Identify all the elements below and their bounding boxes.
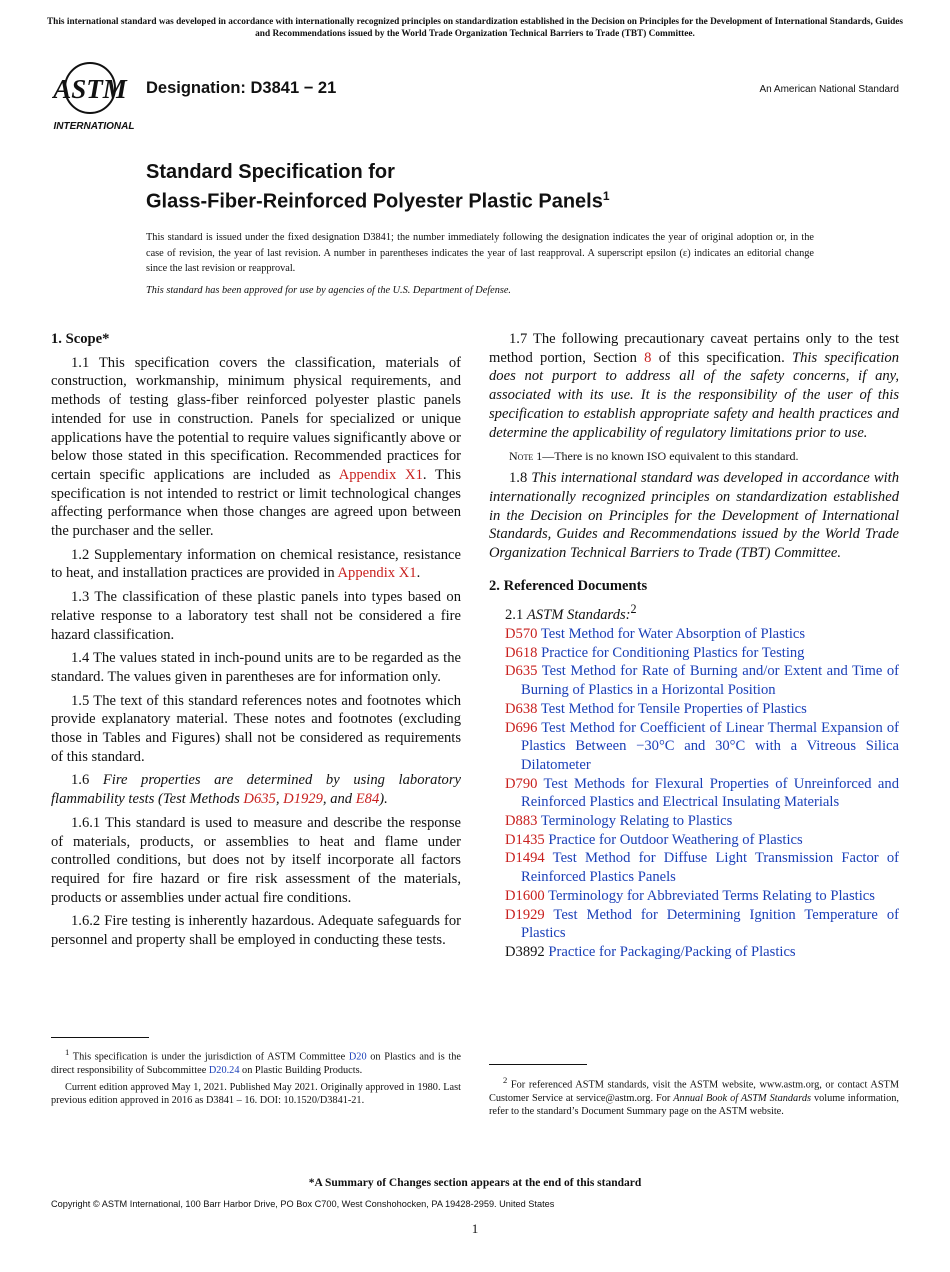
designation: Designation: D3841 − 21 [146,79,337,97]
page-number: 1 [471,1221,479,1236]
dod-note: This standard has been approved for use by agencies of the U.S. Department of Defense. [146,285,512,296]
standard-title-link[interactable]: Terminology Relating to Plastics [540,813,733,830]
para-1-3: 1.3 The classification of these plastic panels into types based on relative response to a laboratory test shall not be considered a fire hazard classification. [51,589,461,643]
footnote-1 [51,1046,461,1107]
standard-title-link[interactable]: Practice for Packaging/Packing of Plastics [548,943,796,960]
footnote-rule [489,1064,587,1065]
para-1-7: 1.7 The following precautionary caveat pertains only to the test method portion, Section 8 of this specification. This specification does not purport to address all of the safety concerns, if any, associated with its use. It is the responsibility of the user of this specification to establish appropriate safety and health practices and determine the applicability of regulatory limitations prior to use. [489,331,899,441]
left-column [51,330,461,950]
standard-title-link[interactable]: Test Method for Diffuse Light Transmission Factor of Reinforced Plastics Panels [521,850,899,886]
referenced-item [505,700,899,719]
para-1-4: 1.4 The values stated in inch-pound units are to be regarded as the standard. The values given in parentheses are for information only. [51,650,461,685]
copyright: Copyright © ASTM International, 100 Barr Harbor Drive, PO Box C700, West Conshohocken, PA 19428-2959. United States [51,1199,555,1209]
d1929-link[interactable]: D1929 [283,791,323,808]
standard-code-link[interactable]: D1929 [505,906,545,923]
standard-title-link[interactable]: Practice for Outdoor Weathering of Plastics [548,831,803,848]
referenced-item [505,719,899,775]
appendix-x1-link[interactable]: Appendix X1 [337,565,417,582]
standard-code-link[interactable]: D1494 [505,850,545,867]
astm-standards-label: 2.1 ASTM Standards:$^2$ [505,602,637,624]
standard-code-link[interactable]: D883 [505,813,538,830]
scope-heading: 1. Scope* [51,331,110,347]
issued-note: This standard is issued under the fixed designation D3841; the number immediately following the designation indicates the year of original adoption or, in the case of revision, the year of last revision. A number in parentheses indicates the year of last reapproval. A superscript epsilon (ε) indicates an editorial change since the last revision or reapproval. [146,232,814,274]
para-1-5: 1.5 The text of this standard references notes and footnotes which provide explanatory material. These notes and footnotes (excluding those in Tables and Figures) shall not be considered as requirements of this standard. [51,692,461,765]
referenced-item [505,849,899,886]
standard-code-link[interactable]: D696 [505,719,538,736]
d20-24-link[interactable]: D20.24 [208,1064,240,1076]
referenced-item [505,906,899,943]
para-1-8: 1.8 This international standard was developed in accordance with internationally recognized principles on standardization established in the Decision on Principles for the Development of International Standards, Guides and Recommendations issued by the World Trade Organization Technical Barriers to Trade (TBT) Committee. [489,470,900,562]
logo-word: INTERNATIONAL [53,121,135,132]
astm-logo [52,60,136,134]
standard-code-link[interactable]: D638 [505,700,538,717]
standard-title-link[interactable]: Test Method for Coefficient of Linear Thermal Expansion of Plastics Between −30°C and 30°C with a Vitreous Silica Dilatometer [521,719,899,773]
referenced-list [489,625,899,962]
referenced-item [505,943,899,962]
standard-title-link[interactable]: Test Method for Determining Ignition Temperature of Plastics [521,906,899,942]
footnote-2-text: $^2$ For referenced ASTM standards, visit the ASTM website, www.astm.org, or contact ASTM Customer Service at service@astm.org. For Annual Book of ASTM Standards volume information, refer to the standard’s Document Summary page on the ASTM website. [489,1075,899,1117]
summary-note: *A Summary of Changes section appears at the end of this standard [308,1177,642,1189]
d635-link[interactable]: D635 [243,791,276,808]
title-line-2: Glass-Fiber-Reinforced Polyester Plastic Panels$^1$ [146,189,610,213]
standard-title-link[interactable]: Terminology for Abbreviated Terms Relating to Plastics [548,887,875,904]
standard-code-link[interactable]: D635 [505,663,538,680]
section-8-link[interactable]: 8 [644,349,652,366]
standard-title-link[interactable]: Test Methods for Flexural Properties of Unreinforced and Reinforced Plastics and Electrical Insulating Materials [521,775,899,811]
title-line-1: Standard Specification for [146,161,395,183]
referenced-item [505,662,899,699]
standard-code-link[interactable]: D790 [505,775,538,792]
e84-link[interactable]: E84 [355,791,380,808]
referenced-item [505,812,899,831]
referenced-item [505,625,899,644]
right-column [489,330,899,962]
standard-code-link[interactable]: D3892 [505,943,545,960]
referenced-item [505,775,899,812]
top-notice: This international standard was developed in accordance with internationally recognized principles on standardization established in the Decision on Principles for the Development of International Standards, Guides and Recommendations issued by the World Trade Organization Technical Barriers to Trade (TBT) Committee. [46,17,904,39]
para-1-6-1: 1.6.1 This standard is used to measure and describe the response of materials, products, or assemblies to heat and flame under controlled conditions, but does not by itself incorporate all factors required for fire hazard or fire risk assessment of the materials, products or assemblies under actual fire conditions. [51,814,461,906]
para-1-1: 1.1 This specification covers the classification, materials of construction, workmanship, minimum physical requirements, and methods of testing glass-fiber reinforced polyester plastic panels intended for use in construction. Panels for specialized or unique applications have the potential to require values significantly above or below those stated in this specification. Recommended practices for certain specific applications are included as Appendix X1. This specification is not intended to restrict or limit technological changes affecting performance when those changes are agreed upon between the purchaser and the seller. [51,354,462,540]
standard-title-link[interactable]: Test Method for Water Absorption of Plastics [540,626,806,642]
para-1-6-2: 1.6.2 Fire testing is inherently hazardous. Adequate safeguards for personnel and property shall be employed in conducting these tests. [51,913,461,949]
standard-code-link[interactable]: D1600 [505,887,545,904]
american-national-standard: An American National Standard [759,84,899,95]
d20-link[interactable]: D20 [348,1051,367,1063]
referenced-item [505,831,899,850]
document-title [146,160,610,214]
logo-letters: ASTM [53,74,127,104]
footnote-1-text: $^1$ This specification is under the jurisdiction of ASTM Committee D20 on Plastics and is the direct responsibility of Subcommittee D20.24 on Plastic Building Products. [51,1047,461,1076]
referenced-heading: 2. Referenced Documents [489,577,648,594]
standard-code-link[interactable]: D618 [505,644,538,661]
title-footnote-mark: 1 [602,189,610,203]
footnote-1-edition: Current edition approved May 1, 2021. Published May 2021. Originally approved in 1980. Last previous edition approved in 2016 as D3841 – 16. DOI: 10.1520/D3841-21. [51,1081,461,1107]
footnote-rule [51,1037,149,1038]
appendix-x1-link[interactable]: Appendix X1 [338,466,423,483]
para-1-2: 1.2 Supplementary information on chemical resistance, resistance to heat, and installation practices are provided in Appendix X1. [51,546,461,582]
astm-logo-icon [52,60,136,134]
referenced-item [505,644,899,663]
standard-code-link[interactable]: D1435 [505,831,545,848]
para-1-6: 1.6 Fire properties are determined by using laboratory flammability tests (Test Methods D635, D1929, and E84). [51,772,461,808]
standard-title-link[interactable]: Test Method for Rate of Burning and/or Extent and Time of Burning of Plastics in a Horizontal Position [521,663,899,699]
referenced-item [505,887,899,906]
note-1: Note 1—There is no known ISO equivalent to this standard. [509,449,799,464]
standard-title-link[interactable]: Practice for Conditioning Plastics for Testing [541,644,805,661]
standard-title-link[interactable]: Test Method for Tensile Properties of Plastics [540,700,807,717]
standard-code-link[interactable]: D570 [505,626,538,642]
footnote-2 [489,1074,899,1118]
